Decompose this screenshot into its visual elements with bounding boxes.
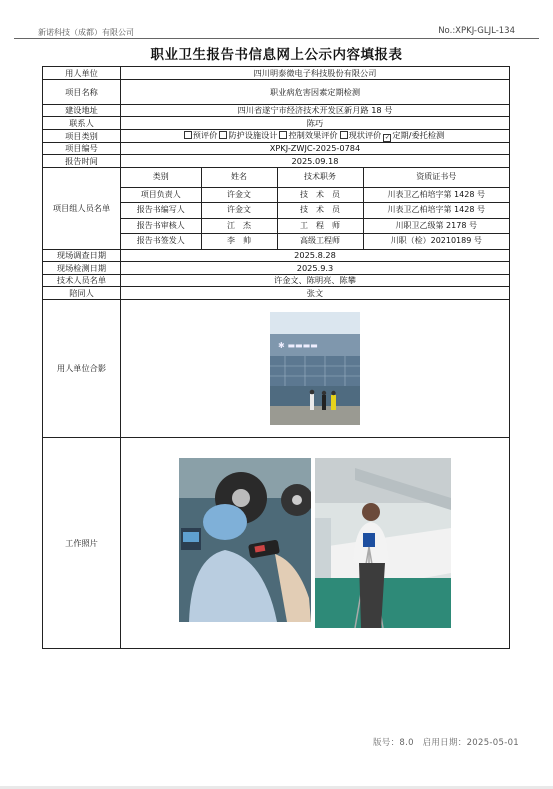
category-option: [279, 130, 337, 140]
group-photo-cell: [121, 299, 510, 437]
info-table: [42, 66, 510, 649]
team-cert: 川职（检）20210189 号: [390, 236, 482, 246]
team-name: 许金文: [201, 203, 277, 219]
team-title: 工 程 师: [277, 218, 363, 234]
contact-label: 联系人: [43, 117, 121, 130]
team-role: 报告书审核人: [121, 218, 201, 234]
team-title: 技 术 员: [277, 187, 363, 203]
table-row: [121, 187, 509, 203]
project-name-value: 职业病危害因素定期检测: [121, 79, 510, 104]
header-company: 新诺科技（成都）有限公司: [38, 28, 134, 37]
team-table: [121, 168, 509, 249]
table-row: [121, 203, 509, 219]
header-doc-number: No.:XPKJ-GLJL-134: [438, 26, 515, 36]
team-cert: 川职卫乙级第 2178 号: [363, 218, 509, 234]
project-name-label: 项目名称: [43, 79, 121, 104]
tech-staff-value: 许金文、陈明亮、陈攀: [121, 274, 510, 287]
footer-version: 版号：8.0 启用日期：2025-05-01: [372, 738, 519, 748]
address-label: 建设地址: [43, 104, 121, 117]
survey-date-label: 现场调查日期: [43, 249, 121, 262]
checkbox-icon: [219, 131, 227, 139]
work-photo-left: [179, 458, 311, 622]
page-title: 职业卫生报告书信息网上公示内容填报表: [150, 47, 403, 63]
team-title: 高级工程师: [277, 234, 363, 249]
report-time-value: 2025.09.18: [121, 155, 510, 168]
team-cert: 川表卫乙柏培字第 1428 号: [363, 187, 509, 203]
category-option: [219, 130, 277, 140]
escort-label: 陪同人: [43, 287, 121, 300]
category-option: [383, 130, 444, 140]
category-option-label: 控制效果评价: [288, 129, 338, 140]
team-role: 项目负责人: [121, 187, 201, 203]
category-option-label: 现状评价: [348, 129, 382, 140]
team-name: 许金文: [201, 187, 277, 203]
team-role: 报告书签发人: [121, 234, 201, 249]
detect-date-label: 现场检测日期: [43, 262, 121, 275]
team-header-cert: 资质证书号: [363, 168, 509, 188]
number-value: XPKJ-ZWJC-2025-0784: [121, 142, 510, 155]
team-label: 项目组人员名单: [43, 167, 121, 249]
contact-value: 陈巧: [121, 117, 510, 130]
address-value: 四川省遂宁市经济技术开发区新月路 18 号: [121, 104, 510, 117]
work-photo-label: 工作照片: [43, 437, 121, 648]
escort-value: 张文: [121, 287, 510, 300]
table-row: [121, 218, 509, 234]
survey-date-value: 2025.8.28: [121, 249, 510, 262]
team-role: 报告书编写人: [121, 203, 201, 219]
team-name: 李 帅: [201, 234, 277, 249]
category-option: [184, 130, 218, 140]
employer-value: 四川明泰微电子科技股份有限公司: [121, 67, 510, 80]
group-photo-label: 用人单位合影: [43, 299, 121, 437]
employer-label: 用人单位: [43, 67, 121, 80]
category-option-label: 定期/委托检测: [392, 129, 445, 140]
category-options: [121, 129, 510, 142]
team-header-row: [121, 168, 509, 188]
tech-staff-label: 技术人员名单: [43, 274, 121, 287]
category-option-label: 防护设施设计: [228, 129, 278, 140]
detect-date-value: 2025.9.3: [121, 262, 510, 275]
team-title: 技 术 员: [277, 203, 363, 219]
checkbox-icon: [279, 131, 287, 139]
work-photos: [121, 458, 509, 628]
group-photo-image: [270, 312, 360, 425]
category-option: [340, 130, 382, 140]
svg-text:✱ ▬▬▬▬: ✱ ▬▬▬▬: [278, 340, 318, 350]
team-cert: 川表卫乙柏培字第 1428 号: [363, 203, 509, 219]
category-option-label: 预评价: [192, 129, 218, 140]
header-divider: [14, 38, 539, 39]
checkbox-icon: [340, 131, 348, 139]
table-row: [121, 234, 509, 249]
checkbox-icon: [184, 131, 192, 139]
team-header-name: 姓名: [201, 168, 277, 188]
work-photo-right: [315, 458, 451, 628]
number-label: 项目编号: [43, 142, 121, 155]
work-photo-cell: [121, 437, 510, 648]
checked-box-icon: ✓: [384, 133, 390, 141]
report-time-label: 报告时间: [43, 155, 121, 168]
team-cell: [121, 167, 510, 249]
team-name: 江 杰: [201, 218, 277, 234]
team-header-title: 技术职务: [277, 168, 363, 188]
team-header-category: 类别: [121, 168, 201, 188]
category-label: 项目类别: [43, 129, 121, 142]
